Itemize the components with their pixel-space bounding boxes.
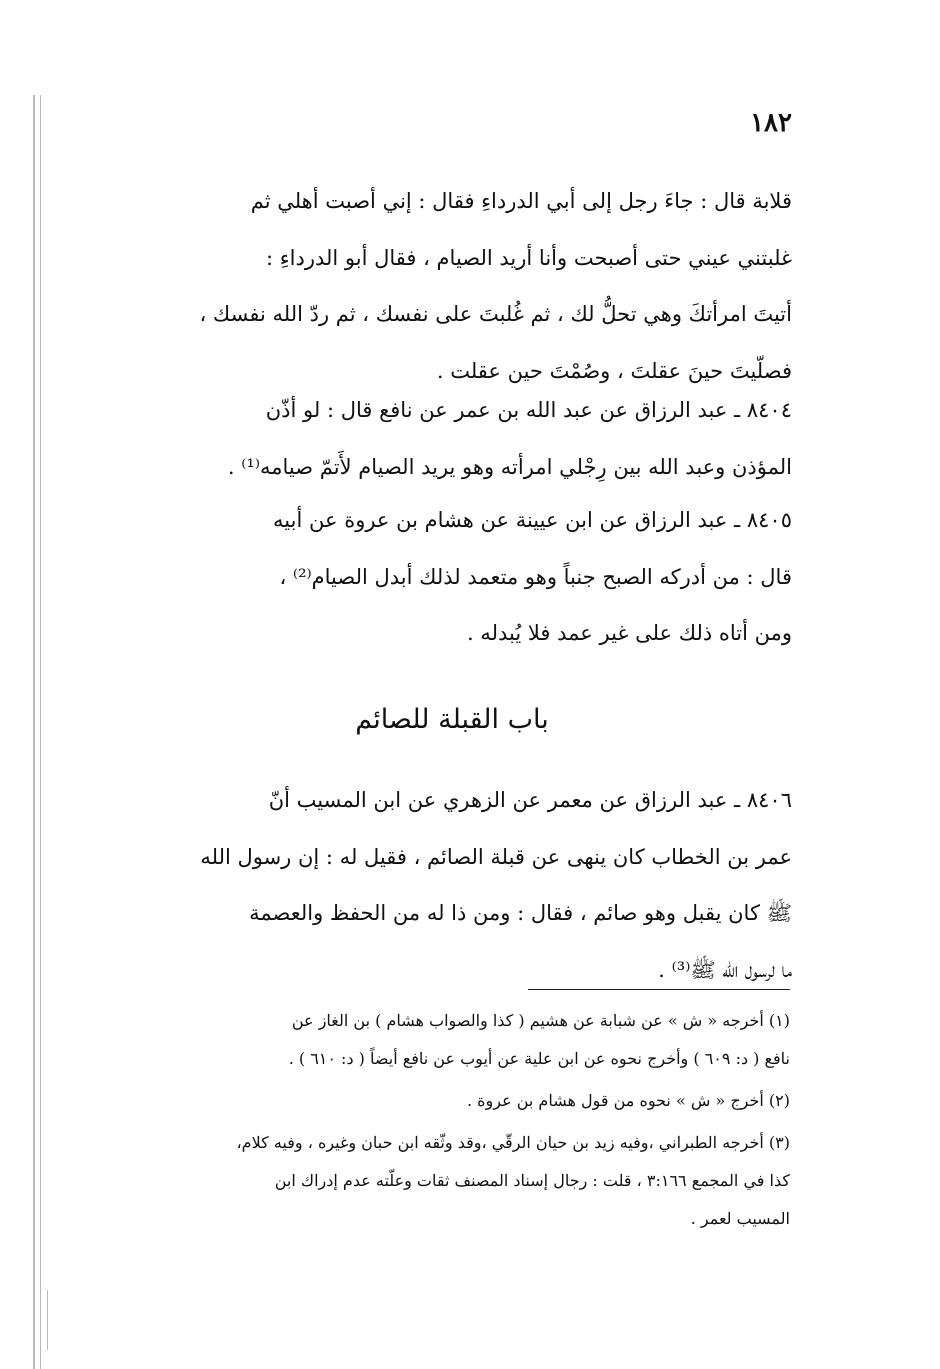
footnote-line: نافع ( د: ٦٠٩ ) وأخرج نحوه عن ابن علية عن أيوب عن نافع أيضاً ( د: ٦١٠ ) . [288,1049,790,1068]
scan-border-line [47,1290,48,1350]
text-line: ما لرسول الله ﷺ⁽³⁾ . [658,957,792,982]
text-line: ٨٤٠٦ ـ عبد الرزاق عن معمر عن الزهري عن ابن المسيب أنّ [268,788,792,812]
paragraph [112,492,792,662]
scan-border-line [33,95,35,1369]
text-line: ٨٤٠٤ ـ عبد الرزاق عن عبد الله بن عمر عن نافع قال : لو أذّن [265,398,792,422]
footnote [112,1082,790,1120]
paragraph [112,382,792,495]
footnote-line: كذا في المجمع ٣:١٦٦ ، قلت : رجال إسناد المصنف ثقات وعلّته عدم إدراك ابن [274,1171,790,1190]
text-line: فصلّيتَ حينَ عقلتَ ، وصُمْتَ حين عقلت . [436,358,792,383]
text-line: غلبتني عيني حتى أصبحت وأنا أريد الصيام ، فقال أبو الدرداءِ : [266,245,792,270]
chapter-title: باب القبلة للصائم [355,704,549,735]
chapter-paragraph [112,772,792,998]
footnote [112,1124,790,1238]
text-line: قلابة قال : جاءَ رجل إلى أبي الدرداءِ فقال : إني أصبت أهلي ثم [250,189,792,213]
footnotes [112,1002,790,1242]
text-line: ٨٤٠٥ ـ عبد الرزاق عن ابن عيينة عن هشام بن عروة عن أبيه [273,508,792,532]
footnote-line: (١) أخرجه « ش » عن شبابة عن هشيم ( كذا والصواب هشام ) بن الغاز عن [291,1011,790,1030]
footnote [112,1002,790,1078]
scan-border-line [40,95,41,1369]
text-line: ومن أتاه ذلك على غير عمد فلا يُبدله . [467,621,792,646]
footnote-divider [528,989,790,990]
footnote-line: المسيب لعمر . [690,1209,790,1228]
footnote-line: (٣) أخرجه الطبراني ،وفيه زيد بن حيان الرقّي ،وقد وثّقه ابن حبان وغيره ، وفيه كلام، [236,1133,790,1152]
text-line: قال : من أدركه الصبح جنباً وهو متعمد لذلك أبدل الصيام⁽²⁾ ، [279,564,792,589]
paragraph [112,173,792,399]
page-number: ١٨٢ [750,108,792,138]
footnote-line: (٢) أخرج « ش » نحوه من قول هشام بن عروة . [466,1091,790,1110]
text-line: عمر بن الخطاب كان ينهى عن قبلة الصائم ، فقيل له : إن رسول الله [200,844,792,869]
text-line: ﷺ كان يقبل وهو صائم ، فقال : ومن ذا له من الحفظ والعصمة [249,901,792,926]
text-line: أتيتَ امرأتكَ وهي تحلُّ لك ، ثم غُلبتَ على نفسك ، ثم ردّ الله نفسك ، [199,302,792,327]
text-line: المؤذن وعبد الله بين رِجْلي امرأته وهو يريد الصيام لأَتمّ صيامه⁽¹⁾ . [227,454,792,479]
